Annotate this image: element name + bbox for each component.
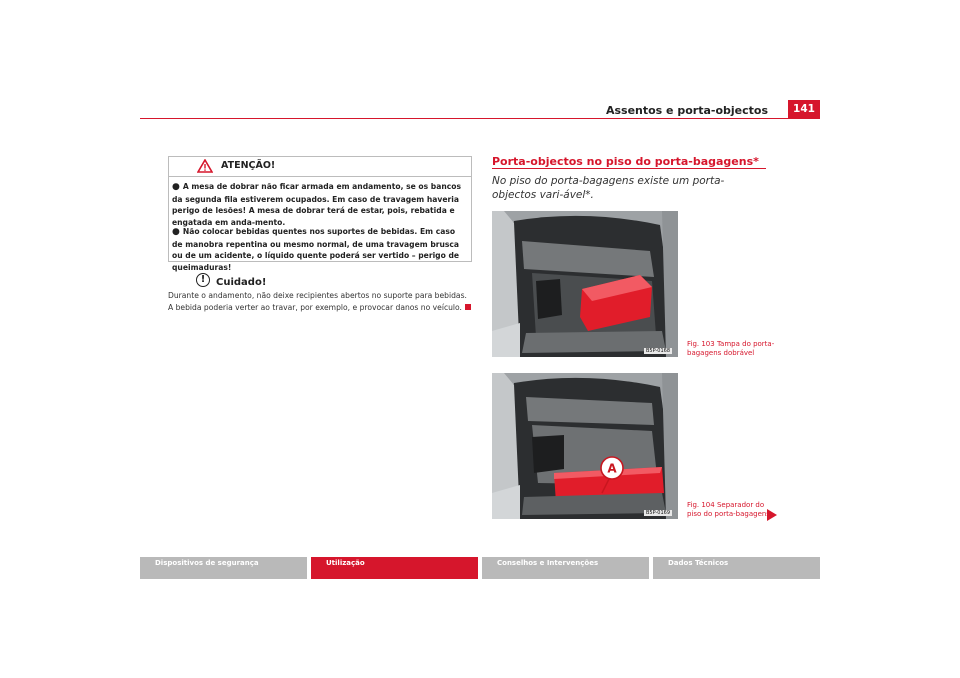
end-of-section-icon xyxy=(465,304,471,310)
warning-item: ● A mesa de dobrar não ficar armada em andamento, se os bancos da segunda fila estiverem ocupados. Em caso de travagem haveria perigo de lesões! A mesa de dobrar terá de estar, pois, rebatida e engatada em anda-mento. xyxy=(172,182,461,227)
tab-conselhos-e-intervencoes[interactable]: Conselhos e Intervenções xyxy=(482,557,649,579)
callout-a-label: A xyxy=(607,461,617,476)
caution-body: Durante o andamento, não deixe recipientes abertos no suporte para bebidas. A bebida poderia verter ao travar, por exemplo, e provocar danos no veículo. xyxy=(168,290,473,313)
tab-utilizacao[interactable]: Utilização xyxy=(311,557,478,579)
figure-caption: Fig. 104 Separador do piso do porta-bagagens xyxy=(687,501,770,518)
tab-dados-tecnicos[interactable]: Dados Técnicos xyxy=(653,557,820,579)
caution-title: Cuidado! xyxy=(216,277,267,288)
next-page-arrow-icon[interactable] xyxy=(767,509,777,521)
figure-code: B5P-0168 xyxy=(645,348,670,354)
warning-box xyxy=(168,156,472,272)
warning-item: ● Não colocar bebidas quentes nos suportes de bebidas. Em caso de manobra repentina ou mesmo normal, de uma travagem brusca ou de um acidente, o líquido quente poderá ser vertido – perigo de queimaduras! xyxy=(172,227,460,272)
luggage-compartment-cover-illustration xyxy=(492,211,678,357)
footer-nav xyxy=(140,557,820,579)
floor-divider-illustration xyxy=(492,373,678,519)
section-rule xyxy=(492,168,766,169)
warning-title: ATENÇÃO! xyxy=(221,160,276,171)
figure-104-image xyxy=(492,373,678,519)
caution-icon: ! xyxy=(196,273,210,287)
figure-103-image xyxy=(492,211,678,357)
running-header-title: Assentos e porta-objectos xyxy=(605,104,768,117)
warning-header xyxy=(169,157,471,177)
page-number: 141 xyxy=(788,100,820,119)
tab-dispositivos-de-seguranca[interactable]: Dispositivos de segurança xyxy=(140,557,307,579)
bullet-icon: ● xyxy=(172,182,180,192)
figure-code: B5P-0169 xyxy=(645,510,670,516)
warning-triangle-icon xyxy=(197,159,213,173)
section-title: Porta-objectos no piso do porta-bagagens* xyxy=(492,155,759,168)
header-rule xyxy=(140,118,820,119)
bullet-icon: ● xyxy=(172,227,180,237)
figure-caption: Fig. 103 Tampa do porta-bagagens dobrável xyxy=(687,340,775,357)
section-lead: No piso do porta-bagagens existe um porta-objectos vari-ável*. xyxy=(492,175,725,201)
